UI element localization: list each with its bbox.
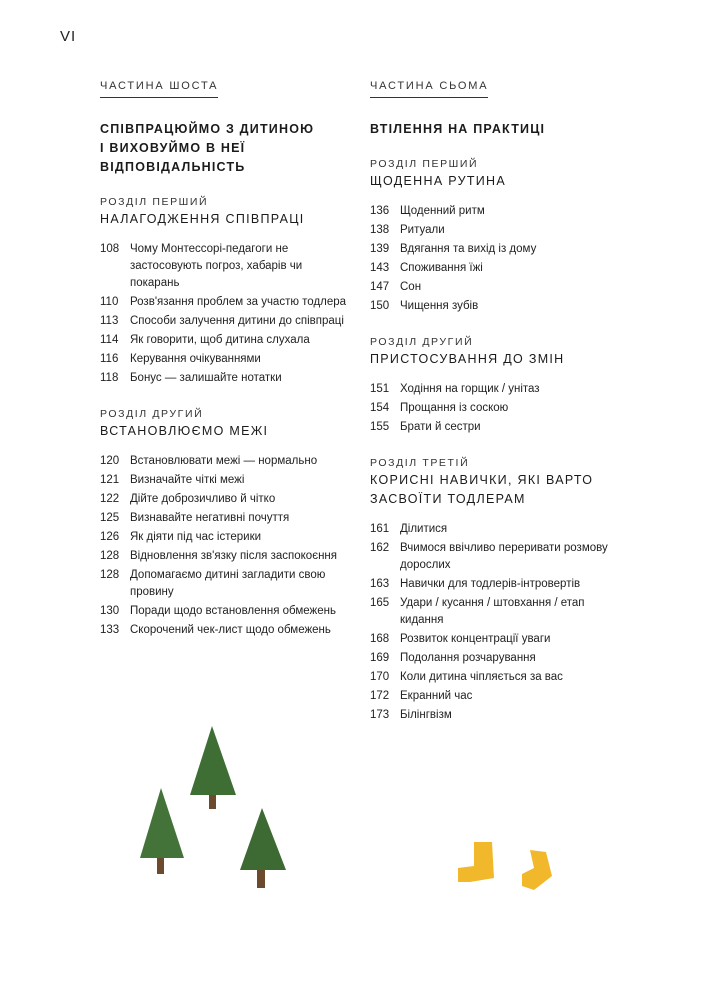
toc-entry-page: 125 [100,512,120,524]
toc-entry-page: 108 [100,243,120,255]
toc-entry-title: Ходіння на горщик / унітаз [400,383,540,395]
section-label: РОЗДІЛ ПЕРШИЙ [370,158,479,170]
toc-entry-page: 136 [370,205,390,217]
toc-entry-page: 172 [370,690,390,702]
toc-entry-title: Коли дитина чіпляється за вас [400,671,563,683]
toc-entry-title: Сон [400,281,422,293]
boot-icon [458,842,494,882]
part-title-line: ВІДПОВІДАЛЬНІСТЬ [100,160,246,174]
section-title-line: КОРИСНІ НАВИЧКИ, ЯКІ ВАРТО [370,473,594,487]
part-title-line: СПІВПРАЦЮЙМО З ДИТИНОЮ [100,122,315,136]
part-title-line: ВТІЛЕННЯ НА ПРАКТИЦІ [370,122,546,136]
toc-entry-title: Ділитися [400,523,448,535]
toc-entry-title: Навички для тодлерів-інтровертів [400,578,581,590]
toc-entry-page: 138 [370,224,390,236]
toc-entry-page: 162 [370,542,390,554]
section-title-line: ВСТАНОВЛЮЄМО МЕЖІ [100,424,269,438]
toc-entry-title: Допомагаємо дитині загладити свою провину [130,569,326,598]
toc-entry-title: Дійте доброзичливо й чітко [130,493,276,505]
toc-entry-page: 155 [370,421,390,433]
toc-entry-page: 163 [370,578,390,590]
toc-entry-page: 118 [100,372,119,384]
toc-entry-title: Бонус — залишайте нотатки [130,372,282,384]
toc-entry-page: 121 [100,474,120,486]
toc-entry-title: Споживання їжі [400,262,483,274]
toc-entry-title: Розв'язання проблем за участю тодлера [130,296,347,308]
toc-entry-title: Ритуали [400,224,445,236]
toc-entry-title: Розвиток концентрації уваги [400,633,551,645]
toc-entry-page: 169 [370,652,390,664]
toc-entry-page: 128 [100,569,120,581]
section-title-line: ЗАСВОЇТИ ТОДЛЕРАМ [370,492,526,506]
toc-entry-title: Як говорити, щоб дитина слухала [130,334,310,346]
toc-entry-title: Удари / кусання / штовхання / етап кидання [400,597,585,626]
toc-entry-title: Керування очікуваннями [130,353,261,365]
section-label: РОЗДІЛ ПЕРШИЙ [100,196,209,208]
section-label: РОЗДІЛ ДРУГИЙ [370,336,474,348]
toc-entry-page: 151 [370,383,390,395]
toc-entry-page: 147 [370,281,390,293]
toc-entry-page: 173 [370,709,390,721]
toc-entry-title: Визнавайте негативні почуття [130,512,290,524]
toc-entry-title: Білінгвізм [400,709,452,721]
toc-entry-page: 114 [100,334,119,346]
tree-icon [140,788,184,874]
toc-entry-title: Вдягання та вихід із дому [400,243,537,255]
toc-entry-title: Прощання із соскою [400,402,509,414]
toc-entry-page: 143 [370,262,390,274]
toc-entry-title: Брати й сестри [400,421,481,433]
toc-entry-page: 116 [100,353,119,365]
boot-icon [522,850,552,890]
toc-entry-title: Подолання розчарування [400,652,536,664]
section-title-line: НАЛАГОДЖЕННЯ СПІВПРАЦІ [100,212,305,226]
part-title-line: І ВИХОВУЙМО В НЕЇ [100,141,246,155]
toc-entry-page: 113 [100,315,119,327]
section-label: РОЗДІЛ ТРЕТІЙ [370,457,470,469]
section-title-line: ЩОДЕННА РУТИНА [370,174,507,188]
toc-entry-page: 165 [370,597,390,609]
toc-entry-title: Вчимося ввічливо переривати розмову дорослих [400,542,608,571]
toc-entry-title: Чищення зубів [400,300,479,312]
section-title-line: ПРИСТОСУВАННЯ ДО ЗМІН [370,352,565,366]
toc-entry-title: Способи залучення дитини до співпраці [130,315,344,327]
toc-entry-title: Скорочений чек-лист щодо обмежень [130,624,331,636]
toc-entry-title: Встановлювати межі — нормально [130,455,318,467]
toc-entry-page: 168 [370,633,390,645]
toc-entry-title: Екранний час [400,690,473,702]
tree-icon [240,808,286,888]
toc-entry-title: Визначайте чіткі межі [130,474,245,486]
toc-entry-page: 120 [100,455,120,467]
part-label: ЧАСТИНА СЬОМА [370,80,488,98]
toc-entry-page: 170 [370,671,390,683]
toc-entry-page: 128 [100,550,120,562]
part-label: ЧАСТИНА ШОСТА [100,80,218,98]
toc-entry-page: 154 [370,402,390,414]
toc-entry-title: Чому Монтессорі-педагоги не застосовують погроз, хабарів чи покарань [130,243,303,289]
toc-entry-page: 122 [100,493,120,505]
section-label: РОЗДІЛ ДРУГИЙ [100,408,204,420]
toc-entry-page: 130 [100,605,120,617]
toc-entry-page: 150 [370,300,390,312]
toc-entry-page: 126 [100,531,120,543]
toc-entry-title: Як діяти під час істерики [130,531,262,543]
toc-entry-page: 139 [370,243,390,255]
toc-entry-title: Поради щодо встановлення обмежень [130,605,336,617]
toc-entry-page: 161 [370,523,390,535]
toc-entry-title: Відновлення зв'язку після заспокоєння [130,550,337,562]
page-number: VI [60,28,77,45]
toc-entry-page: 110 [100,296,119,308]
toc-entry-page: 133 [100,624,120,636]
toc-entry-title: Щоденний ритм [400,205,485,217]
tree-icon [190,726,236,809]
